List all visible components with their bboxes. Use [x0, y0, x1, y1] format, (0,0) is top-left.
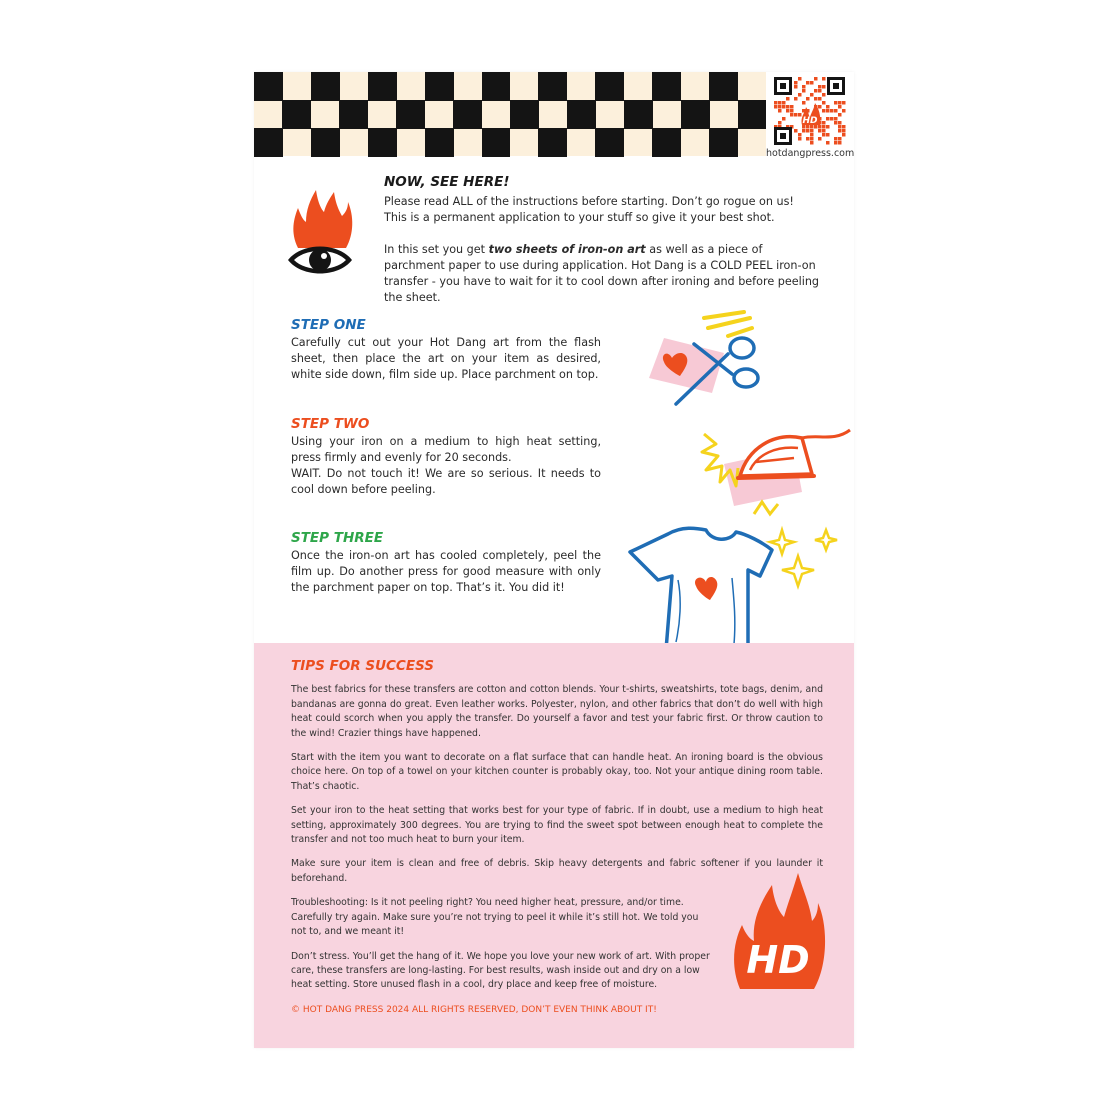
- qr-module: [790, 113, 794, 117]
- checker-square: [482, 128, 511, 157]
- qr-module: [834, 137, 838, 141]
- checker-square: [681, 100, 710, 129]
- checker-square: [368, 72, 397, 101]
- scissors-icon: [624, 308, 774, 408]
- qr-module: [774, 101, 778, 105]
- checker-square: [254, 128, 283, 157]
- checker-square: [453, 100, 482, 129]
- tip-paragraph: The best fabrics for these transfers are cotton and cotton blends. Your t-shirts, sweatshirts, tote bags, denim, and bandanas are gonna do great. Even leather works. Polyester, nylon, and other fabrics that don’t do well with high heat could scorch when you apply the transfer. Do yourself a favor and test your fabric first. Or throw caution to the wind! Crazier things have happened.: [291, 684, 823, 739]
- qr-module: [794, 81, 798, 85]
- qr-module: [842, 129, 846, 133]
- qr-module: [794, 113, 798, 117]
- qr-module: [778, 121, 782, 125]
- qr-module: [826, 141, 830, 145]
- tips-title: TIPS FOR SUCCESS: [291, 658, 435, 674]
- qr-module: [778, 109, 782, 113]
- qr-module: [822, 121, 826, 125]
- step-one-title: STEP ONE: [291, 317, 366, 333]
- checker-square: [368, 128, 397, 157]
- step-two-section: [291, 416, 601, 498]
- qr-module: [810, 141, 814, 145]
- qr-module: [818, 105, 822, 109]
- qr-module: [810, 93, 814, 97]
- qr-module: [826, 105, 830, 109]
- checker-square: [738, 100, 767, 129]
- tip-paragraph: Don’t stress. You’ll get the hang of it. We hope you love your new work of art. With proper care, these transfers are long-lasting. For best results, wash inside out and dry on a low heat setting. Store unused flash in a cool, dry place and keep free of moisture.: [291, 950, 710, 991]
- qr-module: [782, 101, 786, 105]
- checker-square: [652, 128, 681, 157]
- checker-square: [567, 100, 596, 129]
- qr-module: [798, 137, 802, 141]
- qr-module: [818, 97, 822, 101]
- qr-module: [806, 129, 810, 133]
- checker-square: [538, 128, 567, 157]
- checker-square: [425, 72, 454, 101]
- qr-module: [822, 93, 826, 97]
- qr-module: [838, 137, 842, 141]
- qr-module: [774, 105, 778, 109]
- qr-module: [782, 117, 786, 121]
- qr-module: [778, 101, 782, 105]
- qr-module: [838, 101, 842, 105]
- qr-module: [838, 113, 842, 117]
- intro-paragraph-1: [384, 194, 824, 226]
- flaming-eye-icon: [284, 182, 356, 282]
- qr-module: [790, 109, 794, 113]
- qr-module: [794, 129, 798, 133]
- qr-module: [830, 117, 834, 121]
- checker-square: [311, 128, 340, 157]
- qr-module: [794, 97, 798, 101]
- hd-logo-label: HD: [746, 938, 810, 982]
- checker-square: [595, 72, 624, 101]
- tip-paragraph: Make sure your item is clean and free of debris. Skip heavy detergents and fabric softener if you launder it beforehand.: [291, 858, 823, 884]
- qr-module: [782, 105, 786, 109]
- qr-module: [818, 89, 822, 93]
- qr-module: [826, 133, 830, 137]
- step-three-section: [291, 530, 601, 596]
- checker-square: [709, 128, 738, 157]
- checker-square: [538, 72, 567, 101]
- tip-paragraph: Set your iron to the heat setting that works best for your type of fabric. If in doubt, use a medium to high heat setting, approximately 300 degrees. You are trying to find the sweet spot between enough heat to complete the transfer and not too much heat to burn your item.: [291, 805, 823, 846]
- qr-module: [802, 89, 806, 93]
- qr-module: [802, 85, 806, 89]
- checker-square: [425, 128, 454, 157]
- qr-badge-label: HD: [802, 116, 818, 126]
- qr-module: [814, 97, 818, 101]
- checker-square: [254, 72, 283, 101]
- step-two-body-1: Using your iron on a medium to high heat setting, press firmly and evenly for 20 seconds.: [291, 435, 601, 464]
- qr-code-icon[interactable]: [772, 75, 847, 147]
- intro-p2-start: In this set you get: [384, 243, 489, 256]
- qr-module: [802, 129, 806, 133]
- hd-flame-logo-icon: [730, 869, 826, 1001]
- qr-module: [822, 101, 826, 105]
- checker-square: [510, 100, 539, 129]
- qr-module: [778, 105, 782, 109]
- qr-module: [834, 141, 838, 145]
- checker-square: [624, 100, 653, 129]
- qr-module: [834, 121, 838, 125]
- intro-paragraph-2: [384, 242, 824, 306]
- step-three-title: STEP THREE: [291, 530, 384, 546]
- tips-section: [254, 643, 854, 1048]
- checker-square: [482, 72, 511, 101]
- qr-module: [842, 109, 846, 113]
- checker-square: [652, 72, 681, 101]
- qr-module: [810, 137, 814, 141]
- website-label: hotdangpress.com: [766, 148, 855, 159]
- qr-module: [786, 109, 790, 113]
- qr-module: [822, 133, 826, 137]
- checker-square: [396, 100, 425, 129]
- qr-module: [798, 93, 802, 97]
- tip-paragraph: Start with the item you want to decorate on a flat surface that can handle heat. An ironing board is the obvious choice here. On top of a towel on your kitchen counter is probably okay, too. Not your antique dining room table. That’s chaotic.: [291, 752, 823, 792]
- intro-p2-end: as well as a piece of parchment paper to use during application. Hot Dang is a COLD PEEL iron-on transfer - you have to wait for it to cool down after ironing and before peeling the sheet.: [384, 243, 820, 304]
- qr-module: [842, 133, 846, 137]
- qr-module: [834, 101, 838, 105]
- qr-module: [814, 89, 818, 93]
- checkerboard-banner: [254, 72, 766, 156]
- intro-line-1: Please read ALL of the instructions before starting. Don’t go rogue on us!: [384, 195, 794, 208]
- qr-module: [822, 77, 826, 81]
- qr-module: [838, 129, 842, 133]
- checker-square: [339, 100, 368, 129]
- checker-square: [311, 72, 340, 101]
- qr-module: [830, 109, 834, 113]
- copyright-notice: © HOT DANG PRESS 2024 ALL RIGHTS RESERVED, DON’T EVEN THINK ABOUT IT!: [291, 1005, 657, 1015]
- iron-icon: [694, 414, 854, 524]
- qr-module: [798, 113, 802, 117]
- step-two-title: STEP TWO: [291, 416, 370, 432]
- qr-module: [798, 77, 802, 81]
- qr-module: [814, 77, 818, 81]
- step-one-body: Carefully cut out your Hot Dang art from the flash sheet, then place the art on your item as desired, white side down, film side up. Place parchment on top.: [291, 336, 601, 381]
- qr-module: [834, 109, 838, 113]
- intro-heading: NOW, SEE HERE!: [384, 174, 510, 190]
- step-one-section: [291, 317, 601, 383]
- qr-module: [810, 133, 814, 137]
- qr-module: [810, 81, 814, 85]
- qr-module: [786, 97, 790, 101]
- qr-module: [838, 121, 842, 125]
- step-two-body-2: WAIT. Do not touch it! We are so serious. It needs to cool down before peeling.: [291, 467, 601, 496]
- qr-module: [842, 101, 846, 105]
- qr-module: [822, 125, 826, 129]
- qr-module: [838, 105, 842, 109]
- qr-module: [798, 133, 802, 137]
- qr-module: [786, 105, 790, 109]
- qr-module: [822, 109, 826, 113]
- qr-module: [818, 137, 822, 141]
- intro-section: [384, 174, 824, 306]
- qr-module: [826, 117, 830, 121]
- intro-line-2: This is a permanent application to your stuff so give it your best shot.: [384, 211, 775, 224]
- qr-module: [822, 85, 826, 89]
- qr-module: [834, 117, 838, 121]
- intro-p2-emphasis: two sheets of iron-on art: [488, 243, 646, 256]
- qr-module: [838, 141, 842, 145]
- qr-module: [838, 125, 842, 129]
- checker-square: [709, 72, 738, 101]
- qr-module: [810, 129, 814, 133]
- qr-module: [794, 85, 798, 89]
- qr-module: [826, 109, 830, 113]
- step-three-body: Once the iron-on art has cooled completely, peel the film up. Do another press for good measure with only the parchment paper on top. That’s it. You did it!: [291, 549, 601, 594]
- qr-module: [822, 129, 826, 133]
- checker-square: [282, 100, 311, 129]
- qr-module: [818, 129, 822, 133]
- tip-paragraph: Troubleshooting: Is it not peeling right? You need higher heat, pressure, and/or time. Carefully try again. Make sure you’re not trying to peel it while it’s still hot. We told you not to, and we meant it!: [291, 897, 699, 938]
- checker-square: [595, 128, 624, 157]
- qr-module: [842, 125, 846, 129]
- qr-module: [802, 101, 806, 105]
- qr-module: [826, 125, 830, 129]
- qr-module: [806, 97, 810, 101]
- qr-module: [806, 137, 810, 141]
- qr-module: [818, 85, 822, 89]
- instruction-card: [254, 72, 854, 1048]
- qr-module: [818, 125, 822, 129]
- qr-module: [790, 105, 794, 109]
- qr-module: [806, 81, 810, 85]
